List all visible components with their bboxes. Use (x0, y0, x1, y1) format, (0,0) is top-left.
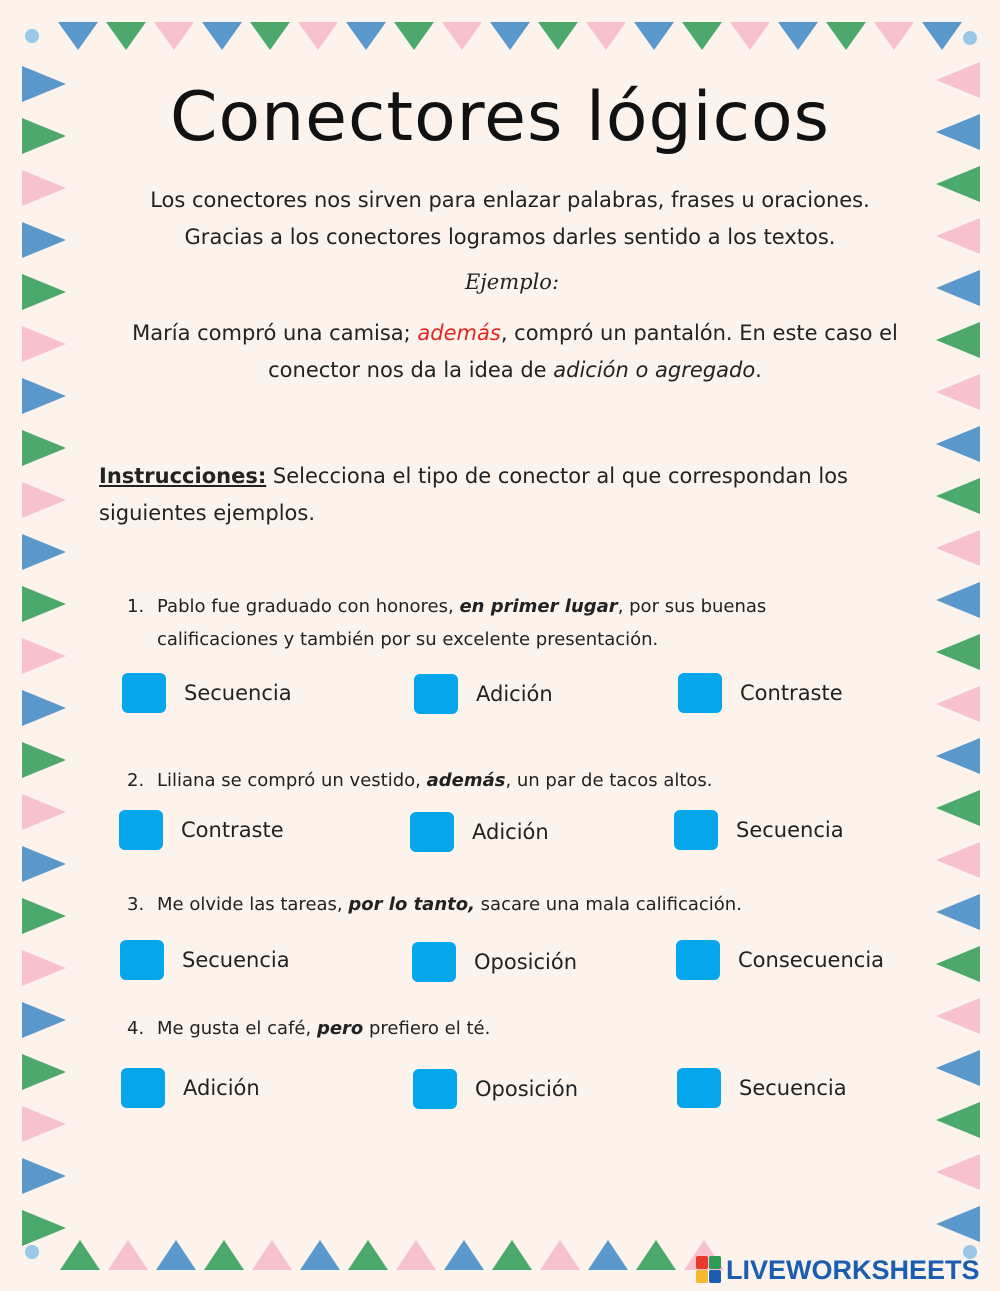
decorative-triangle (22, 1106, 66, 1142)
decorative-triangle (22, 1002, 66, 1038)
instructions-text: Selecciona el tipo de conector al que correspondan los siguientes ejemplos. (99, 464, 848, 525)
decorative-triangle (22, 690, 66, 726)
decorative-triangle (22, 742, 66, 778)
q1-option-2[interactable] (414, 672, 553, 716)
option-label: Contraste (181, 818, 284, 842)
checkbox[interactable] (678, 673, 722, 713)
example-text (110, 315, 920, 389)
decorative-triangle (874, 22, 914, 50)
q4-option-3[interactable] (677, 1066, 847, 1110)
question-3 (127, 888, 847, 921)
q4-option-1[interactable] (121, 1066, 260, 1110)
decorative-triangle (348, 1240, 388, 1270)
question-text-before: Pablo fue graduado con honores, (157, 596, 460, 617)
option-label: Secuencia (182, 948, 290, 972)
decorative-triangle (730, 22, 770, 50)
question-keyword: además (426, 770, 506, 791)
option-label: Oposición (475, 1077, 579, 1101)
example-part-1: María compró una camisa; (132, 321, 418, 345)
decorative-triangle (540, 1240, 580, 1270)
decorative-triangle (682, 22, 722, 50)
option-label: Secuencia (184, 681, 292, 705)
decorative-triangle (442, 22, 482, 50)
decorative-triangle (252, 1240, 292, 1270)
decorative-triangle (250, 22, 290, 50)
decorative-triangle (936, 738, 980, 774)
checkbox[interactable] (410, 812, 454, 852)
decorative-triangle (936, 946, 980, 982)
decorative-triangle (22, 1054, 66, 1090)
decorative-triangle (204, 1240, 244, 1270)
question-keyword: por lo tanto, (348, 894, 475, 915)
q3-option-1[interactable] (120, 938, 290, 982)
checkbox[interactable] (677, 1068, 721, 1108)
decorative-dot (25, 29, 39, 43)
decorative-triangle (936, 1102, 980, 1138)
intro-line-2: Gracias a los conectores logramos darles sentido a los textos. (184, 225, 836, 249)
decorative-triangle (936, 426, 980, 462)
decorative-dot (963, 31, 977, 45)
decorative-triangle (396, 1240, 436, 1270)
checkbox[interactable] (414, 674, 458, 714)
question-number: 3. (127, 894, 145, 915)
decorative-triangle (936, 374, 980, 410)
question-keyword: pero (316, 1018, 364, 1039)
decorative-triangle (936, 218, 980, 254)
q2-option-3[interactable] (674, 808, 844, 852)
decorative-triangle (22, 222, 66, 258)
decorative-triangle (22, 846, 66, 882)
question-text-after: prefiero el té. (363, 1018, 491, 1039)
decorative-triangle (22, 378, 66, 414)
question-4 (127, 1012, 847, 1045)
question-text-continuation: calificaciones y también por su excelente presentación. (157, 629, 659, 650)
decorative-triangle (936, 634, 980, 670)
question-text-before: Me olvide las tareas, (157, 894, 349, 915)
q3-option-2[interactable] (412, 940, 577, 984)
decorative-triangle (60, 1240, 100, 1270)
decorative-triangle (936, 1154, 980, 1190)
checkbox[interactable] (413, 1069, 457, 1109)
question-2 (127, 764, 847, 797)
example-meaning: adición o agregado (553, 358, 756, 382)
decorative-triangle (936, 1206, 980, 1242)
decorative-triangle (936, 1050, 980, 1086)
question-text-after: , un par de tacos altos. (505, 770, 713, 791)
decorative-triangle (936, 686, 980, 722)
option-label: Secuencia (736, 818, 844, 842)
decorative-triangle (936, 894, 980, 930)
decorative-triangle (298, 22, 338, 50)
decorative-triangle (936, 842, 980, 878)
option-label: Secuencia (739, 1076, 847, 1100)
decorative-triangle (936, 478, 980, 514)
checkbox[interactable] (120, 940, 164, 980)
decorative-triangle (538, 22, 578, 50)
checkbox[interactable] (412, 942, 456, 982)
page-title: Conectores lógicos (170, 78, 830, 157)
question-1 (127, 590, 847, 656)
decorative-dot (25, 1245, 39, 1259)
option-label: Adición (472, 820, 549, 844)
decorative-triangle (22, 430, 66, 466)
question-number: 2. (127, 770, 145, 791)
example-label: Ejemplo: (464, 270, 560, 294)
q1-option-1[interactable] (122, 671, 292, 715)
decorative-triangle (22, 1210, 66, 1246)
decorative-triangle (922, 22, 962, 50)
question-text-before: Me gusta el café, (157, 1018, 317, 1039)
checkbox[interactable] (122, 673, 166, 713)
instructions (99, 458, 879, 532)
decorative-triangle (346, 22, 386, 50)
example-part-3: . (755, 358, 762, 382)
q1-option-3[interactable] (678, 671, 843, 715)
decorative-triangle (108, 1240, 148, 1270)
decorative-triangle (936, 322, 980, 358)
instructions-label: Instrucciones: (99, 464, 267, 488)
decorative-triangle (22, 170, 66, 206)
liveworksheets-logo[interactable] (696, 1252, 980, 1288)
decorative-triangle (936, 530, 980, 566)
decorative-triangle (22, 326, 66, 362)
option-label: Oposición (474, 950, 578, 974)
option-label: Contraste (740, 681, 843, 705)
decorative-triangle (936, 166, 980, 202)
example-keyword: además (417, 321, 501, 345)
intro-line-1: Los conectores nos sirven para enlazar palabras, frases u oraciones. (150, 188, 870, 212)
q3-option-3[interactable] (676, 938, 884, 982)
checkbox[interactable] (674, 810, 718, 850)
decorative-triangle (778, 22, 818, 50)
brand-name: LIVEWORKSHEETS (726, 1254, 980, 1285)
option-label: Adición (183, 1076, 260, 1100)
decorative-triangle (202, 22, 242, 50)
decorative-triangle (300, 1240, 340, 1270)
question-keyword: en primer lugar (459, 596, 618, 617)
decorative-triangle (936, 790, 980, 826)
checkbox[interactable] (676, 940, 720, 980)
decorative-triangle (154, 22, 194, 50)
checkbox[interactable] (119, 810, 163, 850)
decorative-triangle (586, 22, 626, 50)
decorative-triangle (58, 22, 98, 50)
decorative-triangle (22, 638, 66, 674)
checkbox[interactable] (121, 1068, 165, 1108)
liveworksheets-logo-icon (696, 1256, 722, 1284)
decorative-triangle (826, 22, 866, 50)
decorative-triangle (22, 898, 66, 934)
decorative-triangle (22, 950, 66, 986)
decorative-triangle (394, 22, 434, 50)
option-label: Consecuencia (738, 948, 885, 972)
decorative-triangle (636, 1240, 676, 1270)
decorative-triangle (22, 534, 66, 570)
decorative-triangle (156, 1240, 196, 1270)
question-number: 1. (127, 596, 145, 617)
decorative-triangle (444, 1240, 484, 1270)
q2-option-2[interactable] (410, 810, 549, 854)
decorative-triangle (588, 1240, 628, 1270)
decorative-triangle (106, 22, 146, 50)
decorative-triangle (22, 586, 66, 622)
decorative-triangle (936, 582, 980, 618)
decorative-triangle (490, 22, 530, 50)
decorative-triangle (22, 794, 66, 830)
question-text-after: sacare una mala calificación. (474, 894, 742, 915)
intro-text (120, 182, 900, 256)
decorative-triangle (22, 1158, 66, 1194)
question-text-before: Liliana se compró un vestido, (157, 770, 427, 791)
example-part-2: , compró un pantalón. En este caso el conector nos da la idea de (268, 321, 898, 382)
decorative-triangle (492, 1240, 532, 1270)
option-label: Adición (476, 682, 553, 706)
q4-option-2[interactable] (413, 1067, 578, 1111)
question-number: 4. (127, 1018, 145, 1039)
decorative-triangle (22, 482, 66, 518)
question-text-after: , por sus buenas (617, 596, 767, 617)
decorative-triangle (634, 22, 674, 50)
q2-option-1[interactable] (119, 808, 284, 852)
decorative-triangle (936, 998, 980, 1034)
